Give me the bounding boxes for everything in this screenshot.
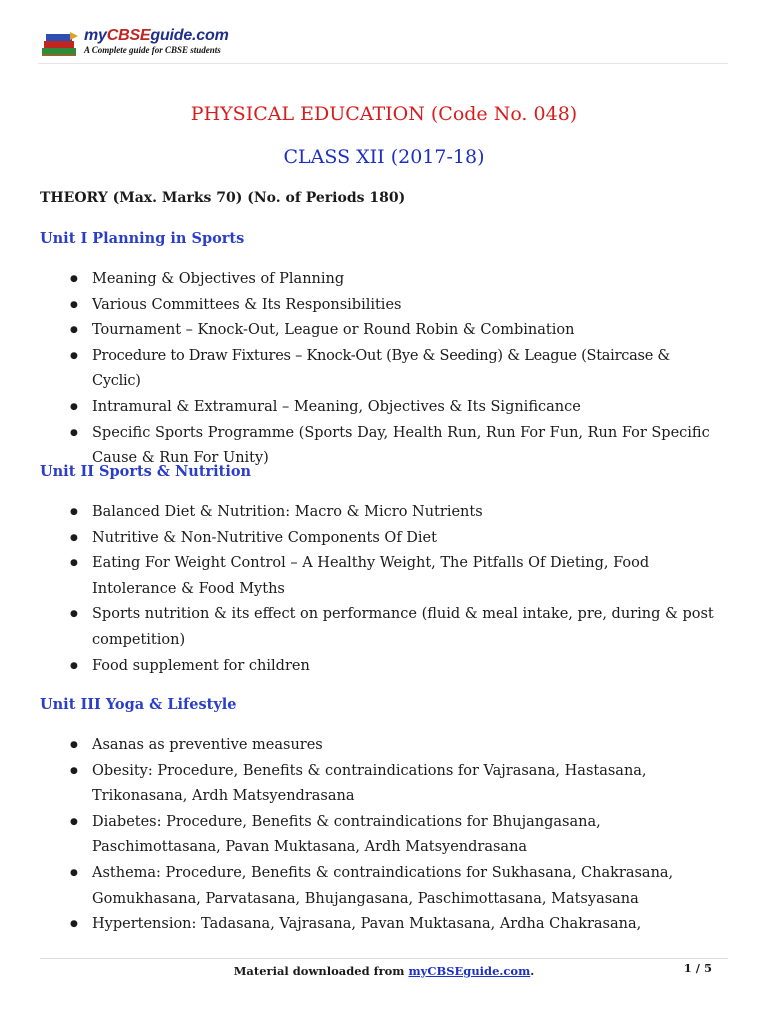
list-item: ● Eating For Weight Control – A Healthy Weight, The Pitfalls Of Dieting, Food Intolerance & Food Myths <box>70 551 720 602</box>
footer-divider <box>40 958 728 959</box>
list-item: ● Sports nutrition & its effect on performance (fluid & meal intake, pre, during & post competition) <box>70 602 720 653</box>
list-item: ● Balanced Diet & Nutrition: Macro & Micro Nutrients <box>70 500 720 526</box>
unit-1-heading: Unit I Planning in Sports <box>40 230 245 247</box>
list-item: ● Specific Sports Programme (Sports Day, Health Run, Run For Fun, Run For Specific Cause & Run For Unity) <box>70 421 720 472</box>
list-item: ● Obesity: Procedure, Benefits & contraindications for Vajrasana, Hastasana, Trikonasana, Ardh Matsyendrasana <box>70 759 720 810</box>
page-header <box>38 24 728 64</box>
unit-3-list <box>70 733 720 938</box>
page-number: 1 / 5 <box>683 961 712 975</box>
list-item: ● Diabetes: Procedure, Benefits & contraindications for Bhujangasana, Paschimottasana, Pavan Muktasana, Ardh Matsyendrasana <box>70 810 720 861</box>
unit-1-list <box>70 267 720 472</box>
header-divider <box>38 63 728 64</box>
list-item: ● Meaning & Objectives of Planning <box>70 267 720 293</box>
list-item: ● Food supplement for children <box>70 654 720 680</box>
list-item: ● Procedure to Draw Fixtures – Knock-Out (Bye & Seeding) & League (Staircase & Cyclic) <box>70 344 720 395</box>
document-title: PHYSICAL EDUCATION (Code No. 048) <box>190 103 578 125</box>
list-item: ● Various Committees & Its Responsibilities <box>70 293 720 319</box>
unit-2-heading: Unit II Sports & Nutrition <box>40 463 252 480</box>
footer-text: Material downloaded from <box>233 964 409 978</box>
logo-tagline: A Complete guide for CBSE students <box>84 45 221 55</box>
unit-3-heading: Unit III Yoga & Lifestyle <box>40 696 237 713</box>
list-item: ● Intramural & Extramural – Meaning, Objectives & Its Significance <box>70 395 720 421</box>
site-logo[interactable] <box>38 24 248 64</box>
document-subtitle: CLASS XII (2017-18) <box>283 146 485 168</box>
books-logo-icon <box>40 30 80 58</box>
page-footer <box>0 964 768 978</box>
list-item: ● Asanas as preventive measures <box>70 733 720 759</box>
list-item: ● Nutritive & Non-Nutritive Components Of Diet <box>70 526 720 552</box>
theory-line: THEORY (Max. Marks 70) (No. of Periods 180) <box>40 190 406 206</box>
list-item: ● Tournament – Knock-Out, League or Round Robin & Combination <box>70 318 720 344</box>
logo-name: myCBSEguide.com <box>84 27 229 44</box>
unit-2-list <box>70 500 720 679</box>
list-item: ● Asthema: Procedure, Benefits & contraindications for Sukhasana, Chakrasana, Gomukhasana, Parvatasana, Bhujangasana, Paschimottasana, Matsyasana <box>70 861 720 912</box>
list-item: ● Hypertension: Tadasana, Vajrasana, Pavan Muktasana, Ardha Chakrasana, <box>70 912 720 938</box>
footer-link[interactable]: myCBSEguide.com <box>408 964 531 978</box>
footer-trailing: . <box>530 964 535 978</box>
